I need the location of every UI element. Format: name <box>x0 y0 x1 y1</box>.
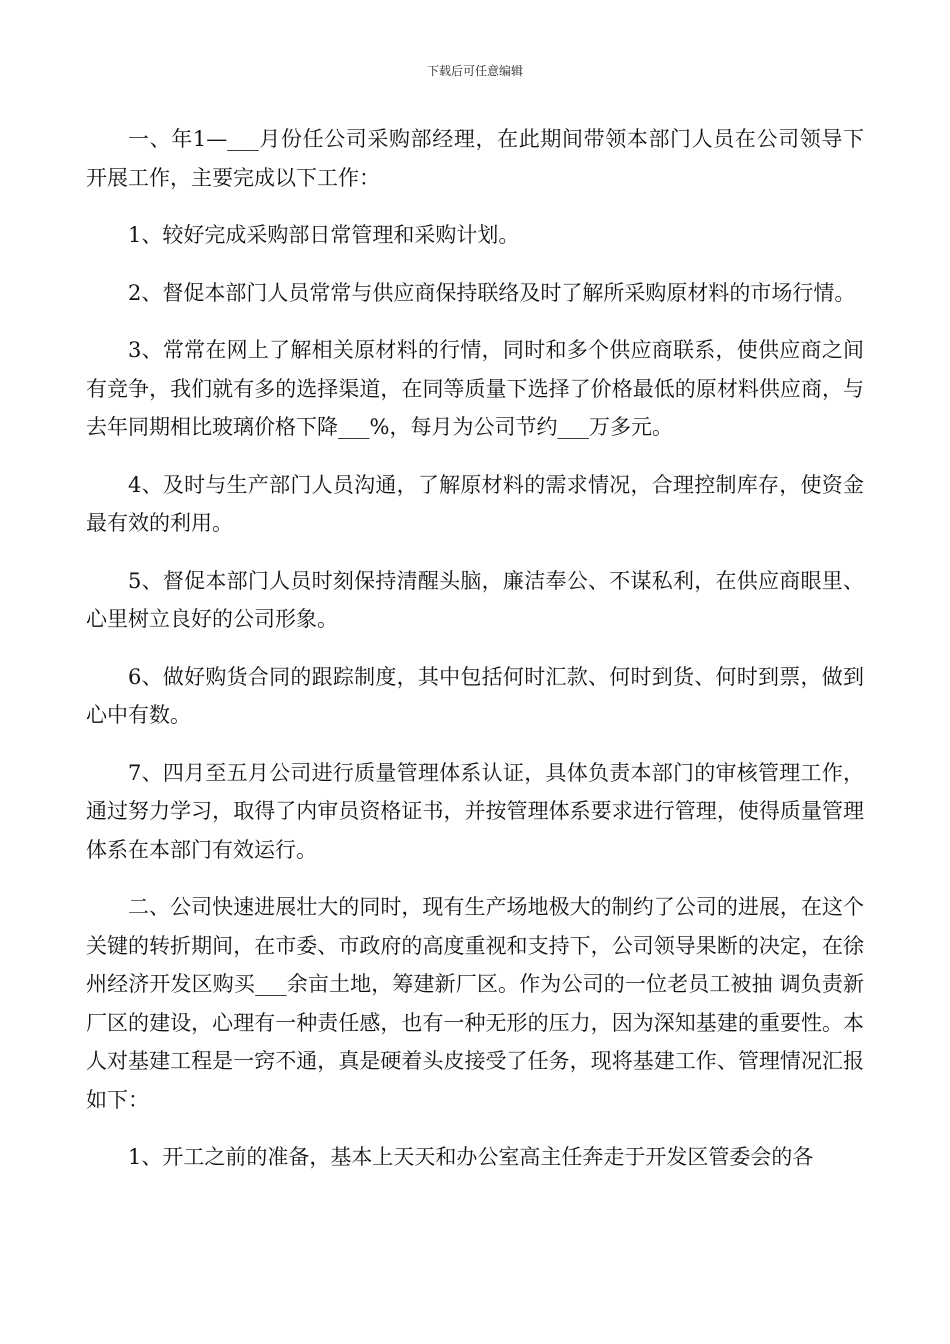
paragraph-section-one-intro: 一、年1—___月份任公司采购部经理，在此期间带领本部门人员在公司领导下开展工作，主要完成以下工作： <box>86 127 864 190</box>
paragraph-section-two-intro: 二、公司快速进展壮大的同时，现有生产场地极大的制约了公司的进展，在这个关键的转折期间，在市委、市政府的高度重视和支持下，公司领导果断的决定，在徐州经济开发区购买___余亩土地，筹建新厂区。作为公司的一位老员工被抽 调负责新厂区的建设，心理有一种责任感，也有一种无形的压力，因为深知基建的重要性。本人对基建工程是一窍不通，真是硬着头皮接受了任务，现将基建工作、管理情况汇报如下： <box>86 895 864 1112</box>
paragraph-item-7: 7、四月至五月公司进行质量管理体系认证，具体负责本部门的审核管理工作，通过努力学习，取得了内审员资格证书，并按管理体系要求进行管理，使得质量管理体系在本部门有效运行。 <box>86 760 864 862</box>
paragraph-item-3: 3、常常在网上了解相关原材料的行情，同时和多个供应商联系，使供应商之间有竞争，我们就有多的选择渠道，在同等质量下选择了价格最低的原材料供应商，与去年同期相比玻璃价格下降___%，每月为公司节约___万多元。 <box>86 338 864 439</box>
paragraph-item-2: 2、督促本部门人员常常与供应商保持联络及时了解所采购原材料的市场行情。 <box>128 280 856 305</box>
paragraph-item-4: 4、及时与生产部门人员沟通，了解原材料的需求情况，合理控制库存，使资金最有效的利用。 <box>86 472 864 535</box>
paragraph-item-5: 5、督促本部门人员时刻保持清醒头脑，廉洁奉公、不谋私利，在供应商眼里、心里树立良好的公司形象。 <box>86 568 864 631</box>
paragraph-item-6: 6、做好购货合同的跟踪制度，其中包括何时汇款、何时到货、何时到票，做到心中有数。 <box>86 664 864 727</box>
document-body <box>86 120 864 1177</box>
paragraph-item-1: 1、较好完成采购部日常管理和采购计划。 <box>128 223 520 247</box>
paragraph-section-two-item-1: 1、开工之前的准备，基本上天天和办公室高主任奔走于开发区管委会的各 <box>128 1145 814 1169</box>
page-header: 下载后可任意编辑 <box>426 64 523 78</box>
